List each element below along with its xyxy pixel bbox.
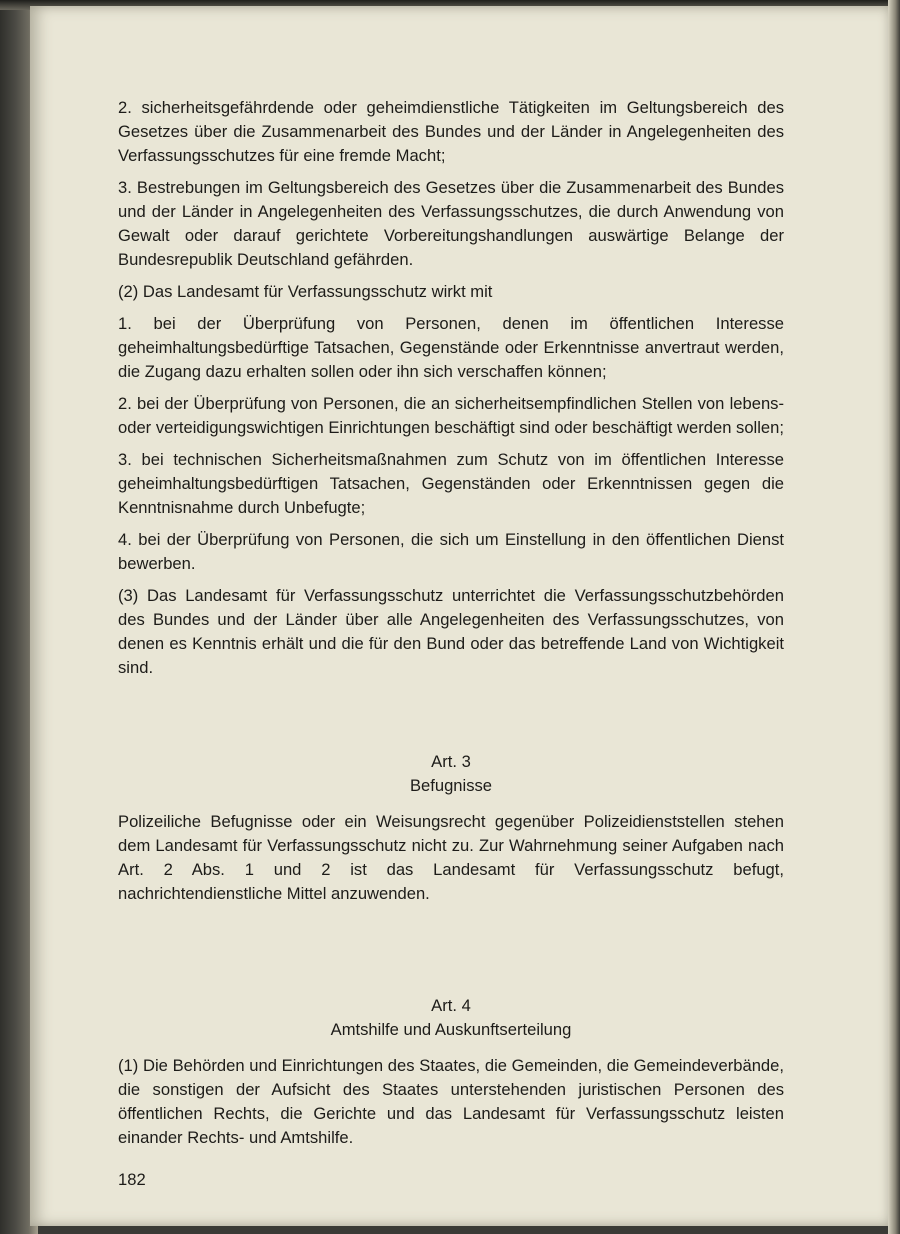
- article-4-title: Amtshilfe und Auskunftserteilung: [330, 1020, 572, 1039]
- article-4-number: Art. 4: [431, 996, 471, 1015]
- page-content: [118, 96, 784, 1158]
- paragraph-section-2-intro: (2) Das Landesamt für Verfassungsschutz wirkt mit: [118, 282, 493, 301]
- paragraph-item-3-violent-efforts: 3. Bestrebungen im Geltungsbereich des Gesetzes über die Zusammenarbeit des Bundes und der Länder in Angelegenheiten des Verfassungsschutzes, die durch Anwendung von Gewalt oder darauf gerichtete Vorbereitungshandlungen auswärtige Belange der Bundesrepublik Deutschland gefährden.: [118, 178, 784, 269]
- paragraph-section-2-item-4: 4. bei der Überprüfung von Personen, die sich um Einstellung in den öffentlichen Dienst bewerben.: [118, 530, 784, 573]
- paragraph-item-2-foreign-activities: 2. sicherheitsgefährdende oder geheimdienstliche Tätigkeiten im Geltungsbereich des Gesetzes über die Zusammenarbeit des Bundes und der Länder in Angelegenheiten des Verfassungsschutzes für eine fremde Macht;: [118, 98, 784, 165]
- paragraph-section-2-item-2: 2. bei der Überprüfung von Personen, die an sicherheitsempfindlichen Stellen von lebens- oder verteidigungswichtigen Einrichtungen beschäftigt sind oder beschäftigt werden sollen;: [118, 394, 785, 437]
- paragraph-section-2-item-3: 3. bei technischen Sicherheitsmaßnahmen zum Schutz von im öffentlichen Interesse geheimhaltungsbedürftigen Tatsachen, Gegenständen oder Erkenntnissen gegen die Kenntnisnahme durch Unbefugte;: [118, 450, 784, 517]
- article-4-text: (1) Die Behörden und Einrichtungen des Staates, die Gemeinden, die Gemeindeverbände, die sonstigen der Aufsicht des Staates unterstehenden juristischen Personen des öffentlichen Rechts, die Gerichte und das Landesamt für Verfassungsschutz leisten einander Rechts- und Amtshilfe.: [118, 1056, 784, 1147]
- article-3-title: Befugnisse: [409, 776, 493, 795]
- article-4-heading: [118, 994, 784, 1042]
- paragraph-section-3: (3) Das Landesamt für Verfassungsschutz unterrichtet die Verfassungsschutzbehörden des Bundes und der Länder über alle Angelegenheiten des Verfassungsschutzes, von denen es Kenntnis erhält und die für den Bund oder das betreffende Land von Wichtigkeit sind.: [118, 586, 784, 677]
- page-number: 182: [118, 1170, 146, 1189]
- article-3-heading: [118, 750, 784, 798]
- article-3-text: Polizeiliche Befugnisse oder ein Weisungsrecht gegenüber Polizeidienststellen stehen dem Landesamt für Verfassungsschutz nicht zu. Zur Wahrnehmung seiner Aufgaben nach Art. 2 Abs. 1 und 2 ist das Landesamt für Verfassungsschutz befugt, nachrichtendienstliche Mittel anzuwenden.: [118, 812, 784, 903]
- article-3-number: Art. 3: [431, 752, 471, 771]
- scan-right-edge: [888, 0, 900, 1234]
- paragraph-section-2-item-1: 1. bei der Überprüfung von Personen, denen im öffentlichen Interesse geheimhaltungsbedürftige Tatsachen, Gegenstände oder Erkenntnisse anvertraut werden, die Zugang dazu erhalten sollen oder ihn sich verschaffen können;: [118, 314, 784, 381]
